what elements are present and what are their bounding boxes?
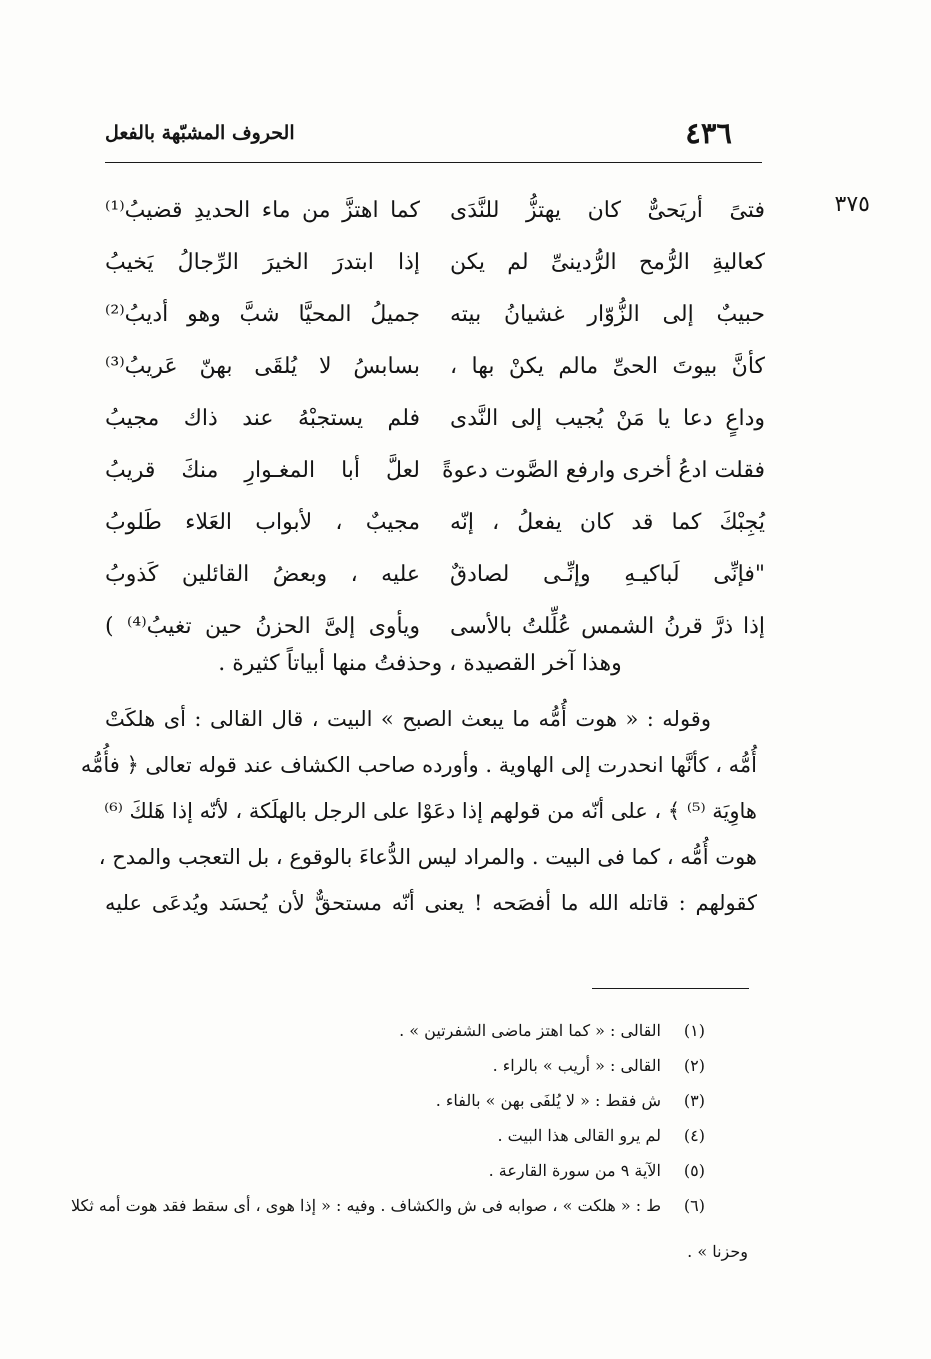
verse [105,185,765,237]
footnote-number: (١) [683,1021,705,1040]
verse-first-hemistich: كأنَّ بيوتَ الحىِّ مالم يكنْ بها ، [450,354,765,379]
verse-first-hemistich: وداعٍ دعا يا مَنْ يُجيب إلى النَّدى [450,406,765,431]
running-title: الحروف المشبّهة بالفعل [105,122,295,144]
verse-first-hemistich: يُجِبْكَ كما قد كان يفعلُ ، إنّه [450,510,765,535]
footnote-number: (٤) [683,1126,705,1145]
verse-first-hemistich: كعاليةِ الرُّمح الرُّدينىِّ لم يكن [450,250,765,275]
footnote-text: القالى : « أريب » بالراء . [492,1056,661,1075]
poem [105,185,765,653]
footnote-text: لم يرو القالى هذا البيت . [497,1126,661,1145]
verse-second-hemistich: ويأوى إلىَّ الحزنُ حين تغيبُ⁽⁴⁾ ) [105,614,420,639]
footnote [105,1016,705,1051]
footnote-number: (٥) [683,1161,705,1180]
footnote-number: (٦) [683,1196,705,1215]
verse-second-hemistich: بسابسُ لا يُلقَى بهنّ عَريبُ⁽³⁾ [105,354,420,379]
verse-first-hemistich: فقلت ادعُ أخرى وارفع الصَّوت دعوةً [442,458,765,483]
page-header [105,112,762,152]
footnotes [70,1016,705,1226]
verse-second-hemistich: إذا ابتدرَ الخيرَ الرِّجالُ يَخيبُ [105,250,420,275]
commentary-line: وقوله : « هوت أُمُّه ما يبعث الصبح » البيت ، قال القالى : أى هلكَتْ [105,707,711,731]
commentary [80,696,757,926]
footnote [105,1121,705,1156]
footnote-text: القالى : « كما اهتز ماضى الشفرتين » . [399,1021,661,1040]
verse-first-hemistich: إذا ذرَّ قرنُ الشمس عُلِّلتُ بالأسى [450,614,765,639]
footnote [70,1191,705,1226]
footnote-continuation: وحزنا » . [687,1242,748,1261]
footnote-text: الآية ٩ من سورة القارعة . [488,1161,661,1180]
verse [105,289,765,341]
header-rule [105,162,762,163]
footnote [105,1086,705,1121]
commentary-line: هاوِيَة ⁽⁵⁾ ﴾ ، على أنّه من قولهم إذا دعَوْا على الرجل بالهلَكة ، لأنّه إذا هَلكَ ⁽⁶⁾ [104,799,757,823]
closing-remark: وهذا آخر القصيدة ، وحذفتُ منها أبياتاً كثيرة . [218,651,622,676]
page-number: ٤٣٦ [685,116,732,150]
verse-second-hemistich: فلم يستجبْهُ عند ذاك مجيبُ [105,406,420,431]
footnote-number: (٢) [683,1056,705,1075]
verse-first-hemistich: فتىً أريَحىٌّ كان يهتزُّ للنَّدَى [450,198,765,223]
verse-second-hemistich: لعلَّ أبا المغـوارِ منكَ قريبُ [105,458,420,483]
verse [105,237,765,289]
verse-second-hemistich: مجيبٌ ، لأبواب العَلاء طَلوبُ [105,510,420,535]
commentary-line: هوت أُمُّه ، كما فى البيت . والمراد ليس الدُّعاءَ بالوقوع ، بل التعجب والمدح ، [98,845,757,869]
verse [105,497,765,549]
footnote-text: ش فقط : « لا يُلفَى بهن » بالفاء . [435,1091,661,1110]
commentary-line: كقولهم : قاتله الله ما أفصَحه ! يعنى أنّه مستحقٌّ لأن يُحسَد ويُدعَى عليه [105,891,757,915]
verse [105,341,765,393]
poem-number: ٣٧٥ [834,192,870,217]
verse [105,549,765,601]
footnote-number: (٣) [683,1091,705,1110]
verse [105,445,765,497]
verse-first-hemistich: "فإنِّى لَباكيـهِ وإنِّـى لصادقٌ [450,562,765,587]
verse [105,393,765,445]
commentary-line: أُمُّه ، كأنَّها انحدرت إلى الهاوية . وأورده صاحب الكشاف عند قوله تعالى ﴿ فأُمُّه [80,753,757,777]
verse-second-hemistich: كما اهتزَّ من ماء الحديدِ قضيبُ⁽¹⁾ [105,198,420,223]
footnote [105,1051,705,1086]
footnote-text: ط : « هلكت » ، صوابه فى ش والكشاف . وفيه : « إذا هوى ، أى سقط فقد هوت أمه ثكلا [70,1196,661,1215]
verse-second-hemistich: جميلُ المحيَّا شبَّ وهو أديبُ⁽²⁾ [105,302,420,327]
footnote-rule [592,988,749,989]
verse-first-hemistich: حبيبٌ إلى الزُّوّار غشيانُ بيته [450,302,765,327]
footnote [105,1156,705,1191]
verse-second-hemistich: عليه ، وبعضُ القائلين كَذوبُ [105,562,420,587]
